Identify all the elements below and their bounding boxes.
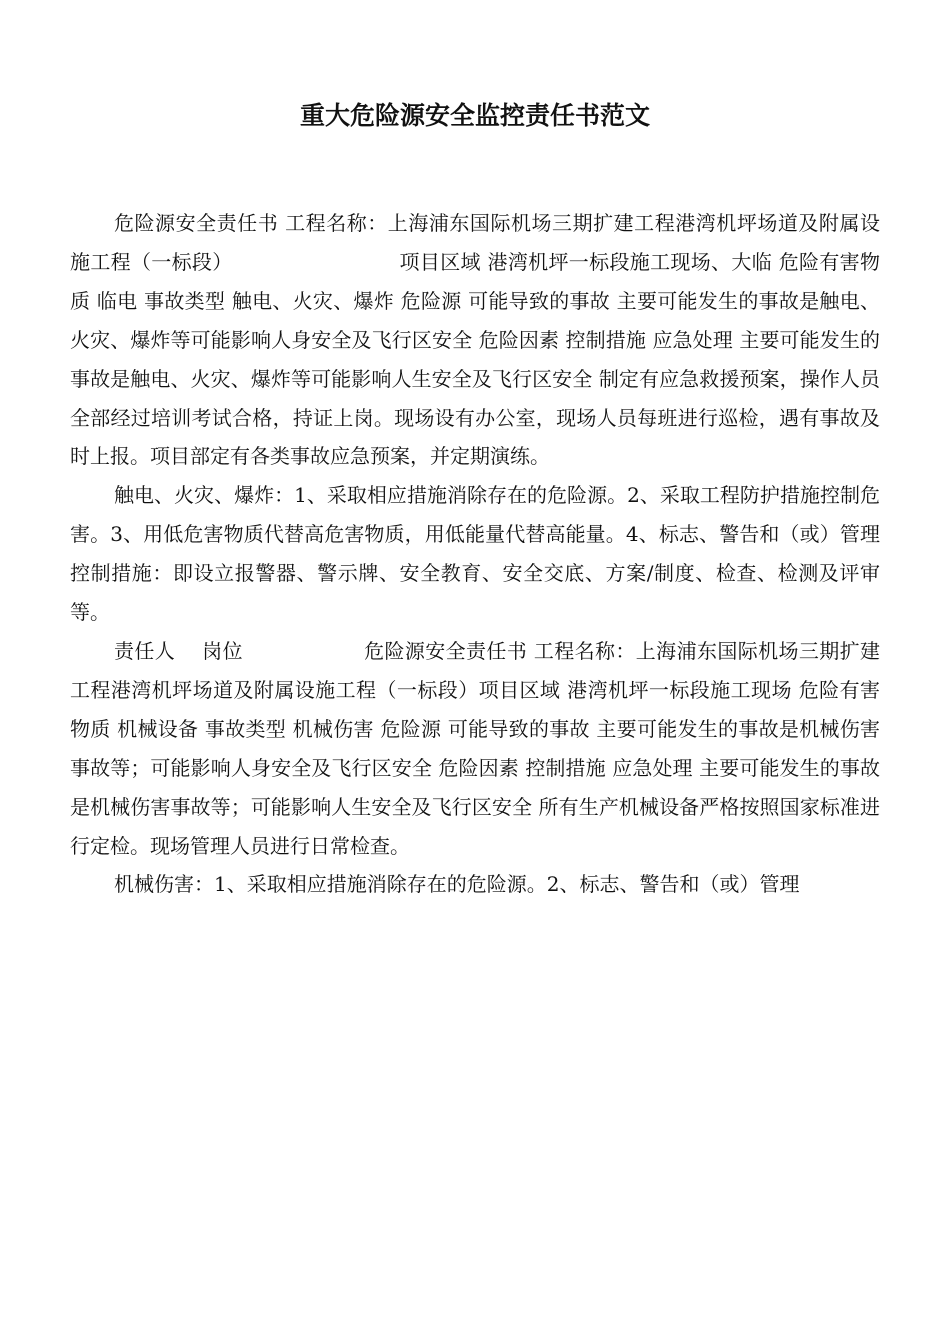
paragraph-electrical-hazard-measures: 触电、火灾、爆炸：1、采取相应措施消除存在的危险源。2、采取工程防护措施控制危害。3、用低危害物质代替高危害物质，用低能量代替高能量。4、标志、警告和（或）管理控制措施：即设立报警器、警示牌、安全教育、安全交底、方案/制度、检查、检测及评审等。 (70, 483, 880, 625)
paragraph-mechanical-hazard-measures: 机械伤害：1、采取相应措施消除存在的危险源。2、标志、警告和（或）管理 (114, 872, 800, 897)
paragraph-electrical-hazard-responsibility: 危险源安全责任书 工程名称：上海浦东国际机场三期扩建工程港湾机坪场道及附属设施工程（一标段） 项目区域 港湾机坪一标段施工现场、大临 危险有害物质 临电 事故类型 触电、火灾、爆炸 危险源 可能导致的事故 主要可能发生的事故是触电、火灾、爆炸等可能影响人身安全及飞行区安全 危险因素 控制措施 应急处理 主要可能发生的事故是触电、火灾、爆炸等可能影响人生安全及飞行区安全 制定有应急救援预案，操作人员全部经过培训考试合格，持证上岗。现场设有办公室，现场人员每班进行巡检，遇有事故及时上报。项目部定有各类事故应急预案，并定期演练。 (70, 211, 880, 469)
document-body (70, 204, 880, 904)
document-title: 重大危险源安全监控责任书范文 (299, 101, 650, 130)
paragraph-mechanical-hazard-responsibility: 责任人 岗位 危险源安全责任书 工程名称：上海浦东国际机场三期扩建工程港湾机坪场道及附属设施工程（一标段）项目区域 港湾机坪一标段施工现场 危险有害物质 机械设备 事故类型 机械伤害 危险源 可能导致的事故 主要可能发生的事故是机械伤害事故等；可能影响人身安全及飞行区安全 危险因素 控制措施 应急处理 主要可能发生的事故是机械伤害事故等；可能影响人生安全及飞行区安全 所有生产机械设备严格按照国家标准进行定检。现场管理人员进行日常检查。 (70, 638, 880, 858)
